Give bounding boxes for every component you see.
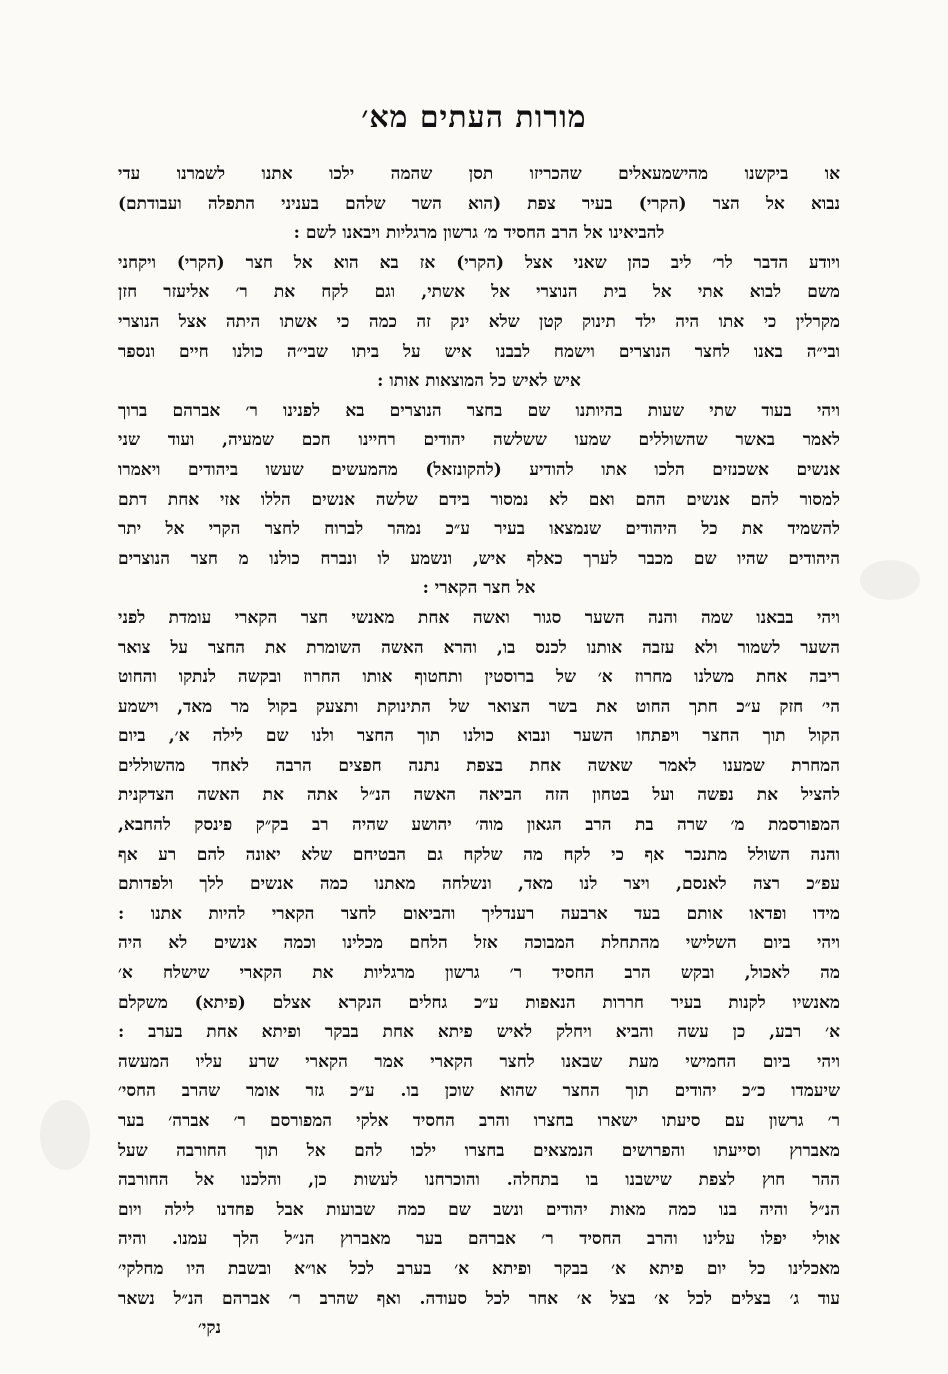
text-line: הנ״ל והיה בנו כמה מאות יהודים ונשב שם כמה שבועות אבל פחדנו לילה ויום <box>118 1199 840 1220</box>
text-line: מקרלין כי אתו היה ילד תינוק קטן שלא ינק זה כמה כי אשתו היתה אצל הנוצרי <box>118 311 840 332</box>
text-line: מידו ופדאו אותם בעד ארבעה רענדליך והביאום לחצר הקארי להיות אתנו : <box>118 903 840 924</box>
text-line: היהודים שהיו שם מכבר לערך כאלף איש, ונשמע לו ונברח כולנו מ חצר הנוצרים <box>118 548 840 569</box>
text-line: המפורסמת מ׳ שרה בת הרב הגאון מוה׳ יהושע שהיה רב בק״ק פינסק להחבא, <box>118 815 840 836</box>
text-line: משם לבוא אתי אל בית הנוצרי אל אשתי, וגם לקח את ר׳ אליעזר חזן <box>118 282 840 303</box>
text-line: להביאינו אל הרב החסיד מ׳ גרשון מרגליות ויבאנו לשם : <box>293 223 665 244</box>
page-title: מורות העתים מא׳ <box>361 100 587 135</box>
text-line: ריבה אחת משלנו מחרוז א׳ של ברוסטין ותחטוף אותו החרוז ובקשה לנתקו והחוט <box>118 667 840 688</box>
text-line: עפ״כ רצה לאנסם, ויצר לנו מאד, ונשלחה מאתנו כמה אנשים ללך ולפדותם <box>118 874 840 895</box>
text-line: שיעמדו כ״כ יהודים תוך החצר שהוא שוכן בו. ע״כ גזר אומר שהרב החסי׳ <box>118 1081 840 1102</box>
text-line: לאמר באשר שהשוללים שמעו ששלשה יהודים רחיינו חכם שמעיה, ועוד שני <box>118 430 840 451</box>
text-line: הי׳ חזק ע״כ חתך החוט את בשר הצואר של התינוקת ותצעק בקול מר מאד, וישמע <box>118 696 840 717</box>
text-line: ובי״ה באנו לחצר הנוצרים וישמח לבבנו איש על ביתו שבי״ה כולנו חיים ונספר <box>118 341 840 362</box>
text-line: והנה השולל מתנכר אף כי לקח מה שלקח גם הבטיחם שלא יאונה להם רע אף <box>118 844 840 865</box>
text-line: איש לאיש כל המוצאות אותו : <box>377 371 581 392</box>
text-line: ויהי בעוד שתי שעות בהיותנו שם בחצר הנוצרים בא לפנינו ר׳ אברהם ברוך <box>118 400 840 421</box>
text-line: מאנשיו לקנות בעיר חררות הנאפות ע״כ גחלים הנקרא אצלם (פיתא) משקלם <box>118 992 840 1013</box>
text-line: או ביקשנו מהישמעאלים שהכריזו תסן שהמה ילכו אתנו לשמרנו עדי <box>118 164 840 184</box>
text-line: עוד ג׳ בצלים לכל א׳ בצל א׳ אחר לכל סעודה. ואף שהרב ר׳ אברהם הנ״ל נשאר <box>118 1288 840 1309</box>
text-line: ויהי ביום החמישי מעת שבאנו לחצר הקארי אמר הקארי שרע עליו המעשה <box>118 1051 840 1072</box>
text-line: ר׳ גרשון עם סיעתו ישארו בחצרו והרב החסיד אלקי המפורסם ר׳ אברה׳ בער <box>118 1111 840 1131</box>
text-line: למסור להם אנשים ההם ואם לא נמסור בידם שלשה אנשים הללו אזי אחת דתם <box>118 489 840 510</box>
text-line: אולי יפלו עלינו והרב החסיד ר׳ אברהם בער מאברוץ הנ״ל הלך עמנו. והיה <box>118 1229 840 1250</box>
text-line: ויהי בבאנו שמה והנה השער סגור ואשה אחת מאנשי חצר הקארי עומדת לפני <box>118 607 840 628</box>
text-line: המחרת שמענו לאמר שאשה אחת בצפת נתנה חפצים הרבה לאחד מהשוללים <box>118 755 840 776</box>
text-line: מאברוץ וסייעתו והפרושים הנמצאים בחצרו ילכו להם אל תוך החורבה שעל <box>118 1140 840 1161</box>
text-line: אל חצר הקארי : <box>422 578 536 599</box>
text-line: להשמיד את כל היהודים שנמצאו בעיר ע״כ נמהר לברוח לחצר הקרי אל יתר <box>118 519 840 540</box>
document-body <box>118 160 840 1344</box>
text-line: להציל את נפשה ועל בטחון הזה הביאה האשה הנ״ל אתה את האשה הצדקנית <box>118 785 840 806</box>
text-line: מה לאכול, ובקש הרב החסיד ר׳ גרשון מרגליות את הקארי שישלח א׳ <box>118 963 840 984</box>
text-line: ההר חוץ לצפת שישבנו בו בתחלה. והוכרחנו לעשות כן, והלכנו אל החורבה <box>118 1170 840 1191</box>
text-line: הקול תוך החצר ויפתחו השער ונבוא כולנו תוך החצר ולנו שם לילה א׳, ביום <box>118 726 840 747</box>
text-line: א׳ רבע, כן עשה והביא ויחלק לאיש פיתא אחת בבקר ופיתא אחת בערב : <box>118 1022 840 1043</box>
text-line: נבוא אל הצר (הקרי) בעיר צפת (הוא השר שלהם בעניני התפלה ועבודתם) <box>118 193 840 214</box>
paper-stain <box>40 1100 90 1170</box>
text-line: מאכלינו כל יום פיתא א׳ בבקר ופיתא א׳ בערב לכל או״א ובשבת היו מחלקי׳ <box>118 1258 840 1279</box>
text-line: השער לשמור ולא עזבה אותנו לכנס בו, והרא האשה השומרת את החצר על צואר <box>118 637 840 658</box>
catchword: נקי׳ <box>198 1318 222 1339</box>
text-line: ויהי ביום השלישי מהתחלת המבוכה אזל הלחם מכלינו וכמה אנשים לא היה <box>118 933 840 954</box>
text-line: ויודע הדבר לר׳ ליב כהן שאני אצל (הקרי) אז בא הוא אל חצר (הקרי) ויקחני <box>118 252 840 273</box>
text-line: אנשים אשכנזים הלכו אתו להודיע (להקונזאל) מהמעשים שעשו ביהודים ויאמרו <box>118 459 840 480</box>
paper-stain <box>860 560 920 600</box>
